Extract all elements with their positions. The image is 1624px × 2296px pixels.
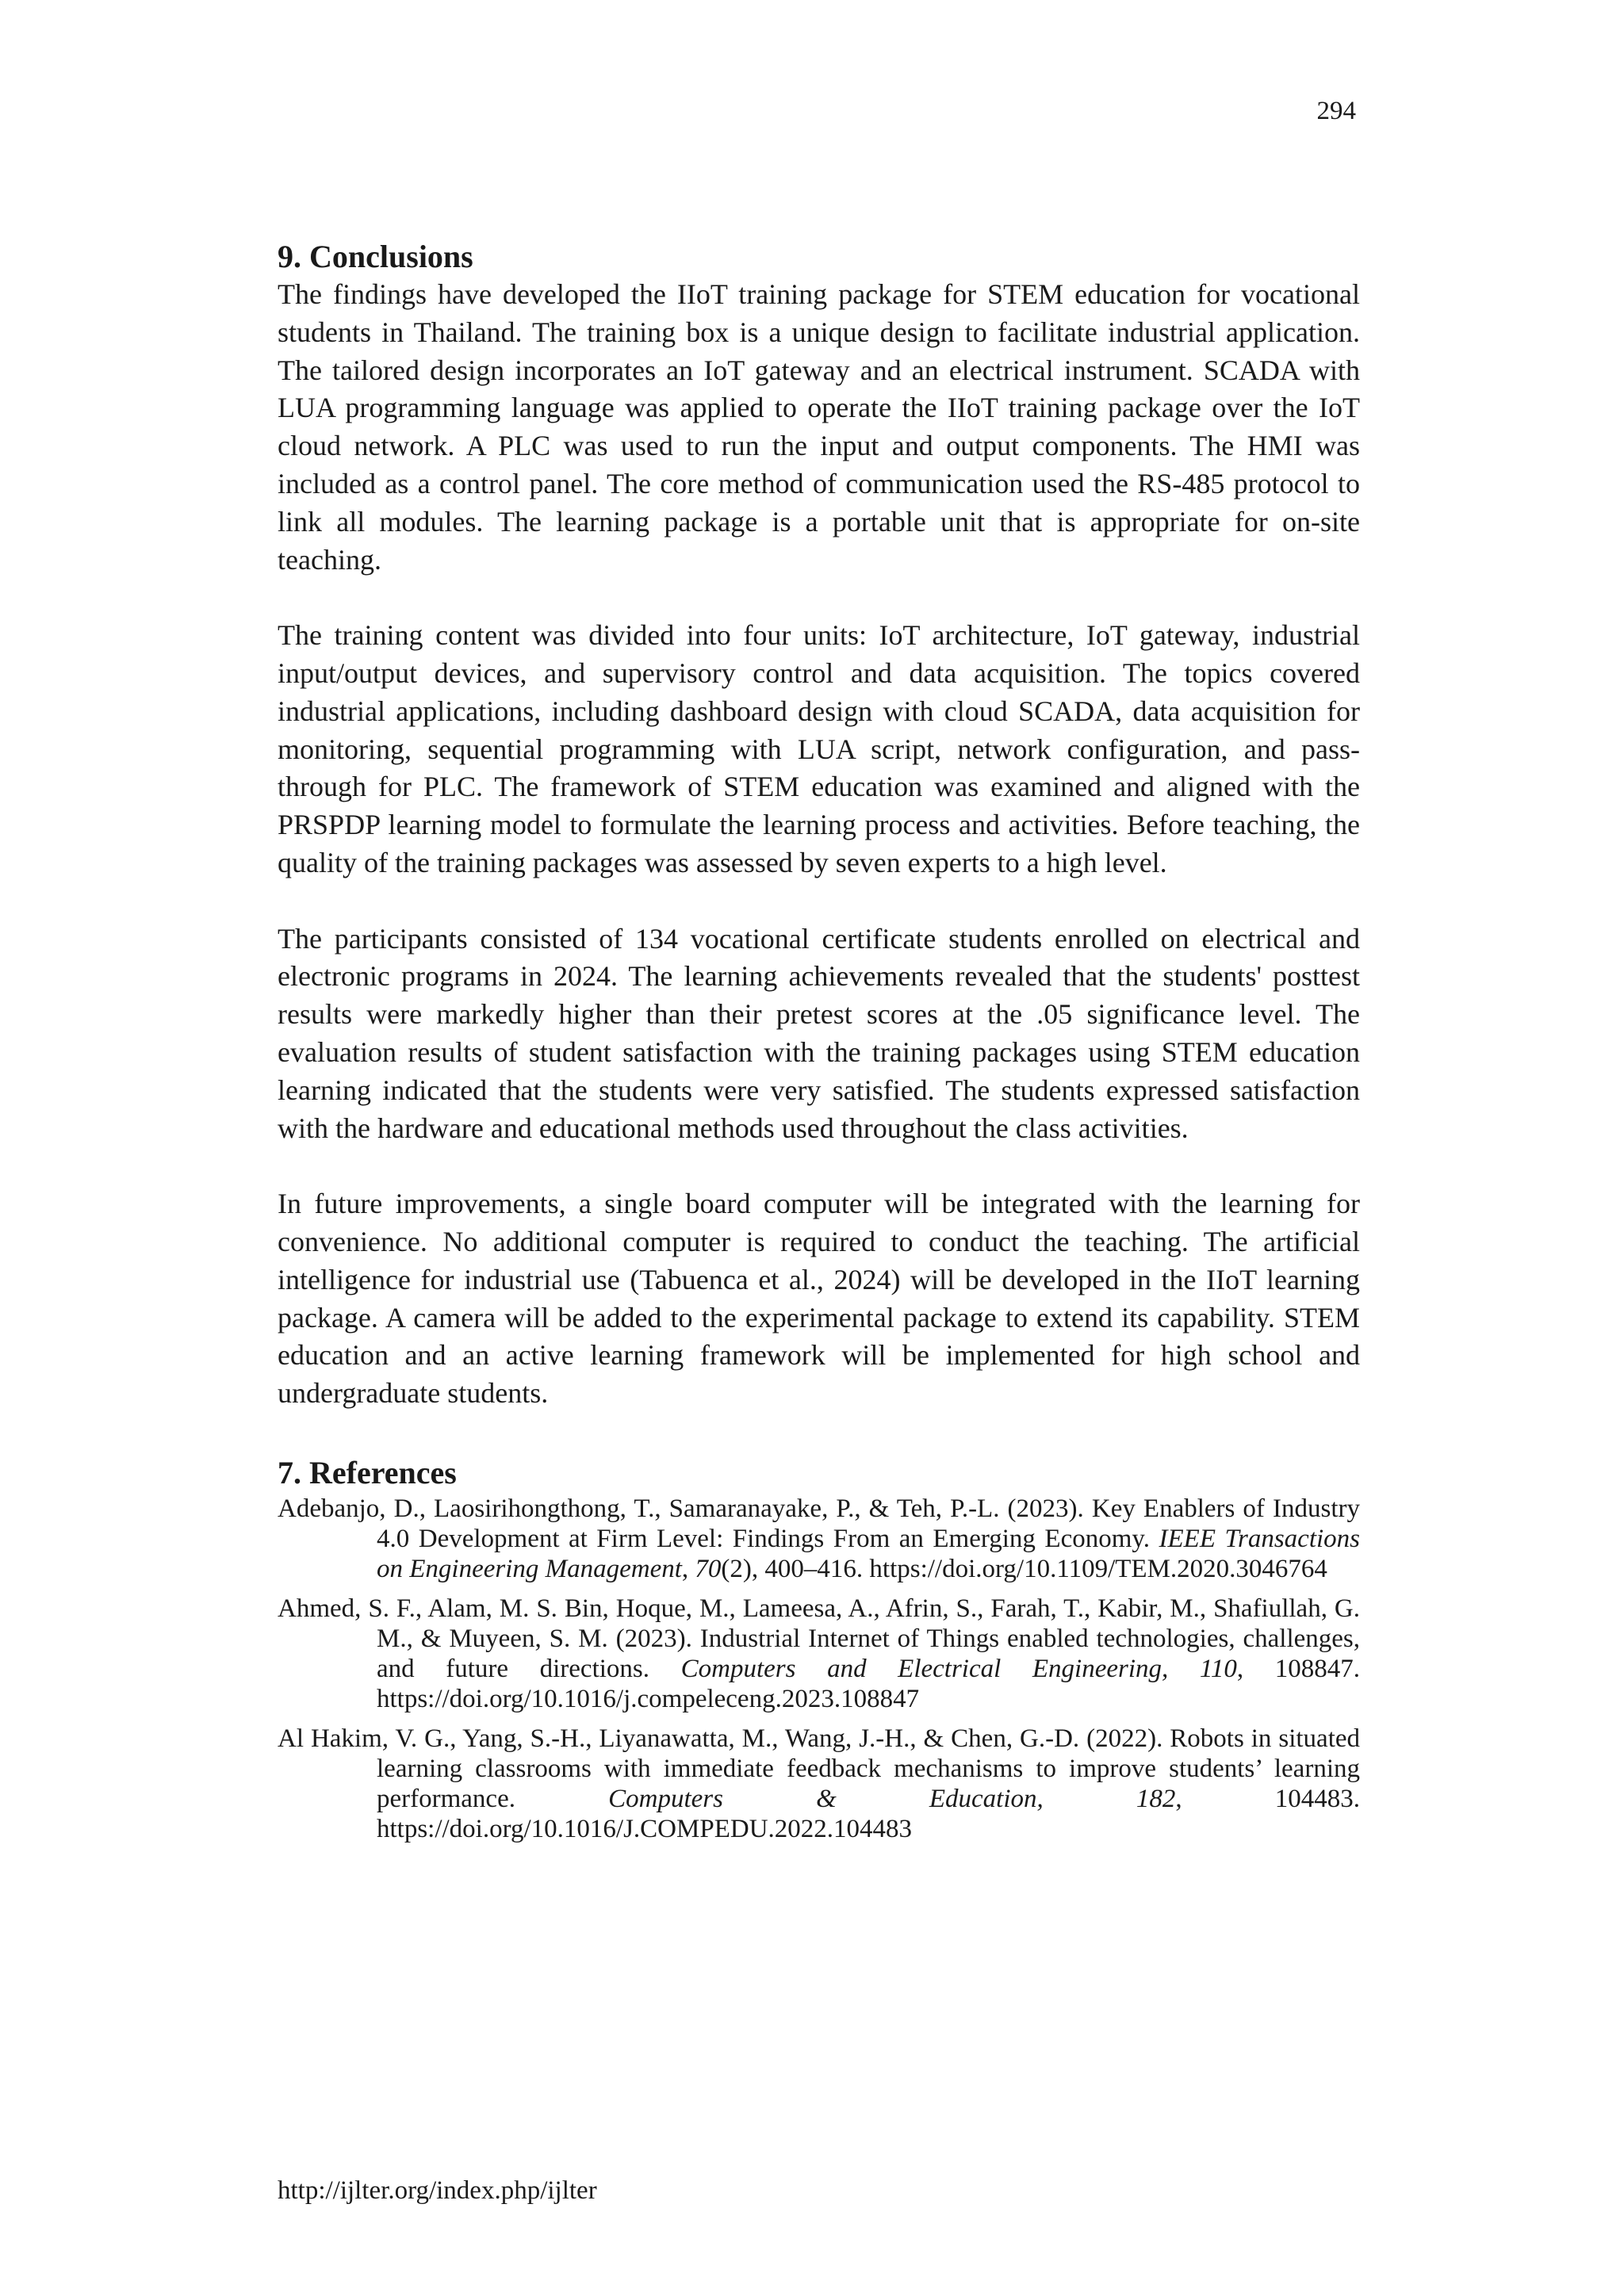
ref-doi-link[interactable]: https://doi.org/10.1109/TEM.2020.3046764 [869,1554,1327,1583]
ref-authors: Adebanjo, D., Laosirihongthong, T., Samaranayake, P., & Teh, P.-L. (2023). [278,1494,1084,1523]
paragraph: The findings have developed the IIoT training package for STEM education for vocational students in Thailand. The training box is a unique design to facilitate industrial application. The tailored design incorporates an IoT gateway and an electrical instrument. SCADA with LUA programming language was applied to operate the IIoT training package over the IoT cloud network. A PLC was used to run the input and output components. The HMI was included as a control panel. The core method of communication used the RS-485 protocol to link all modules. The learning package is a portable unit that is appropriate for on-site teaching. [278,278,1360,576]
ref-title: Robots in situated learning classrooms with immediate feedback mechanisms to improve students’ learning performance. [377,1724,1361,1813]
paragraph: The training content was divided into four units: IoT architecture, IoT gateway, industrial input/output devices, and supervisory control and data acquisition. The topics covered industrial applications, including dashboard design with cloud SCADA, data acquisition for monitoring, sequential programming with LUA script, network configuration, and pass-through for PLC. The framework of STEM education was examined and aligned with the PRSPDP learning model to formulate the learning process and activities. Before teaching, the quality of the training packages was assessed by seven experts to a high level. [278,619,1360,878]
section-heading-conclusions: 9. Conclusions [278,239,473,274]
reference-item: Adebanjo, D., Laosirihongthong, T., Samaranayake, P., & Teh, P.-L. (2023). Key Enablers of Industry 4.0 Development at Firm Level: Findings From an Emerging Economy. IEEE Transactions on Engineering Management, 70(2), 400–416. https://doi.org/10.1109/TEM.2020.3046764 [278,1494,1361,1583]
paragraph: The participants consisted of 134 vocational certificate students enrolled on electrical and electronic programs in 2024. The learning achievements revealed that the students' posttest results were markedly higher than their pretest scores at the .05 significance level. The evaluation results of student satisfaction with the training packages using STEM education learning indicated that the students were very satisfied. The students expressed satisfaction with the hardware and educational methods used throughout the class activities. [278,922,1360,1144]
ref-authors: Ahmed, S. F., Alam, M. S. Bin, Hoque, M., Lameesa, A., Afrin, S., Farah, T., Kabir, M., Shafiullah, G. M., & Muyeen, S. M. (2023). [278,1594,1360,1653]
reference-item: Al Hakim, V. G., Yang, S.-H., Liyanawatta, M., Wang, J.-H., & Chen, G.-D. (2022). Robots in situated learning classrooms with immediate feedback mechanisms to improve students’ learning performance. Computers & Education, 182, 104483. https://doi.org/10.1016/J.COMPEDU.2022.104483 [278,1724,1361,1843]
section-heading-references: 7. References [278,1454,457,1490]
footer-url-link[interactable]: http://ijlter.org/index.php/ijlter [278,2176,597,2205]
ref-volume: 70 [695,1554,722,1583]
ref-journal: Computers & Education [608,1784,1037,1813]
ref-doi-link[interactable]: https://doi.org/10.1016/J.COMPEDU.2022.104483 [377,1814,913,1843]
ref-pages: (2), 400–416. [721,1554,864,1583]
ref-journal: Computers and Electrical Engineering [680,1654,1162,1683]
ref-doi-link[interactable]: https://doi.org/10.1016/j.compeleceng.2023.108847 [377,1684,920,1713]
ref-volume: 110 [1199,1654,1237,1683]
conclusions-section [278,238,1360,1413]
ref-journal: IEEE Transactions on Engineering Management [377,1524,1361,1583]
ref-authors: Al Hakim, V. G., Yang, S.-H., Liyanawatta, M., Wang, J.-H., & Chen, G.-D. (2022). [278,1724,1163,1753]
reference-item: Ahmed, S. F., Alam, M. S. Bin, Hoque, M., Lameesa, A., Afrin, S., Farah, T., Kabir, M., Shafiullah, G. M., & Muyeen, S. M. (2023). Industrial Internet of Things enabled technologies, challenges, and future directions. Computers and Electrical Engineering, 110, 108847. https://doi.org/10.1016/j.compeleceng.2023.108847 [278,1594,1361,1713]
reference-list [278,1494,1360,1844]
ref-volume: 182 [1136,1784,1176,1813]
references-section [278,1454,1360,1844]
ref-title: Key Enablers of Industry 4.0 Development at Firm Level: Findings From an Emerging Economy. [377,1494,1360,1553]
ref-pages: , 104483. [1175,1784,1361,1813]
paragraph: In future improvements, a single board computer will be integrated with the learning for convenience. No additional computer is required to conduct the teaching. The artificial intelligence for industrial use (Tabuenca et al., 2024) will be developed in the IIoT learning package. A camera will be added to the experimental package to extend its capability. STEM education and an active learning framework will be implemented for high school and undergraduate students. [278,1188,1360,1410]
ref-title: Industrial Internet of Things enabled technologies, challenges, and future directions. [377,1624,1361,1683]
main-content [278,238,1360,1854]
ref-pages: , 108847. [1236,1654,1361,1683]
page-number: 294 [1316,97,1356,125]
